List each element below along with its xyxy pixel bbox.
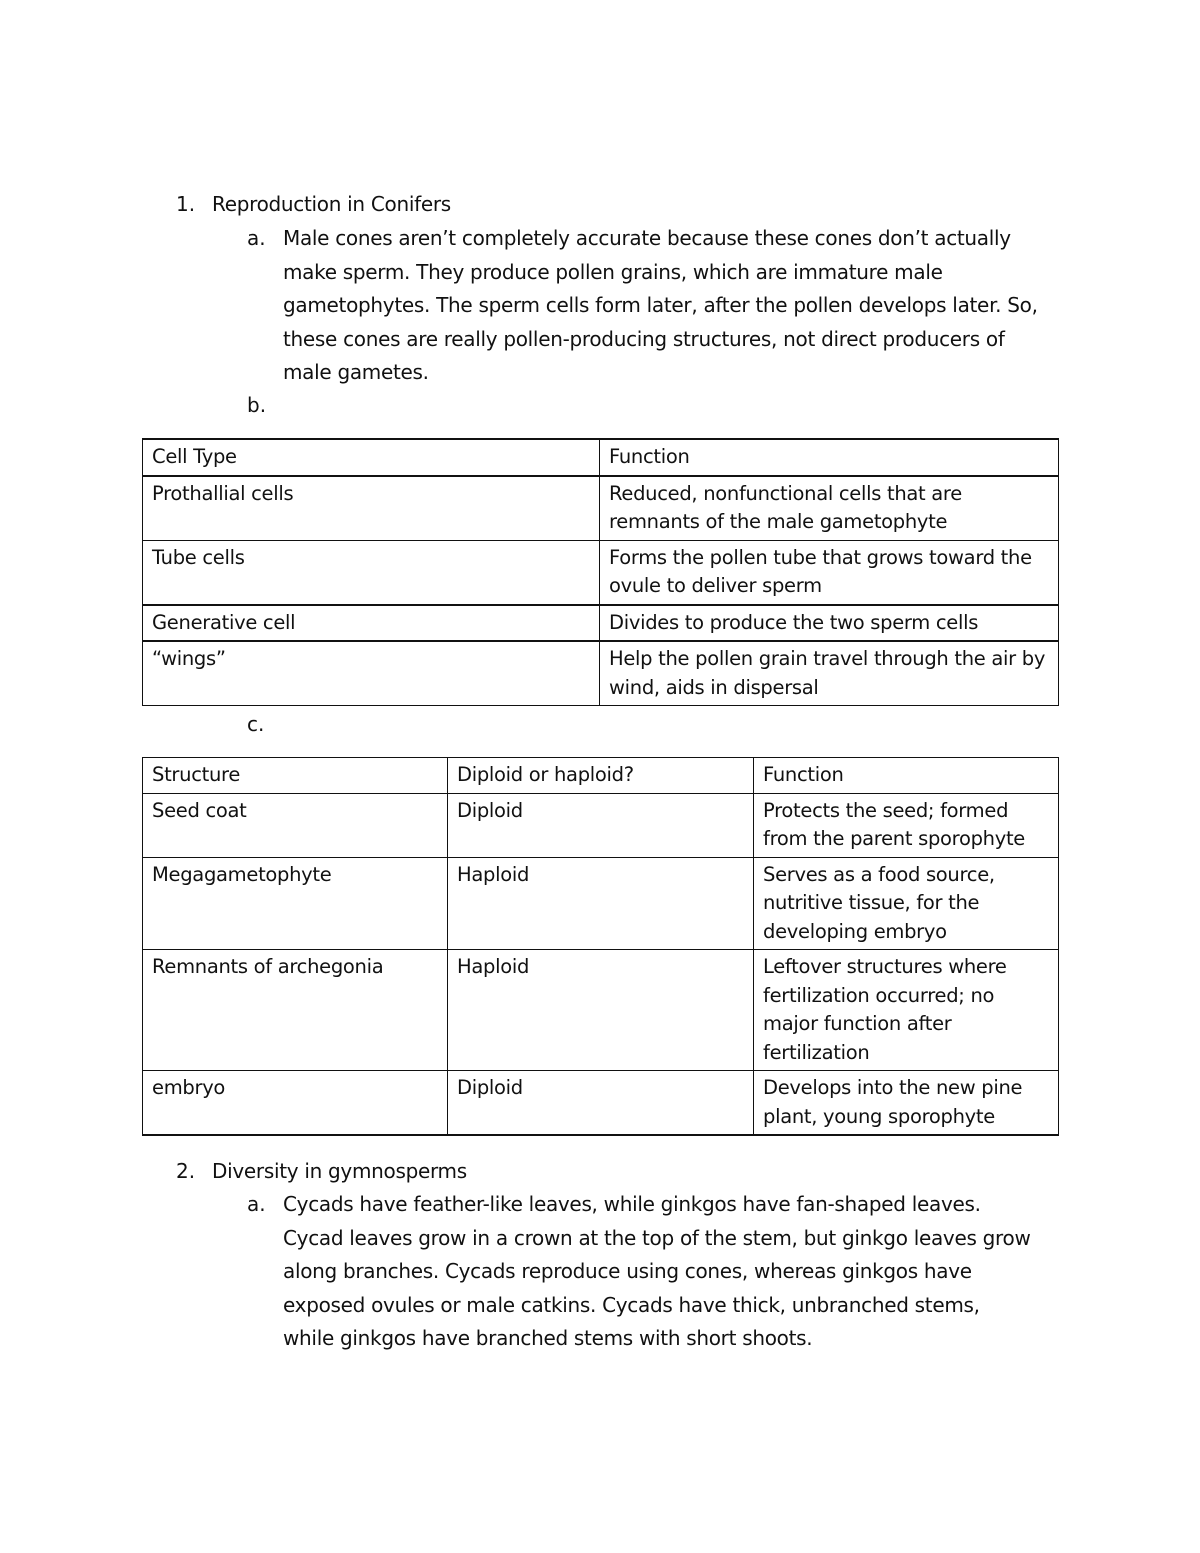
cell-type: “wings” [143, 641, 600, 706]
ploidy-cell: Haploid [448, 857, 754, 950]
item-1b-marker: b. [247, 393, 267, 417]
section-1-number: 1. [176, 192, 196, 216]
cell-function: Divides to produce the two sperm cells [600, 605, 1059, 642]
header-function: Function [754, 758, 1059, 794]
item-1a-line: Male cones aren’t completely accurate because these cones don’t actually [283, 226, 1011, 250]
section-2-number: 2. [176, 1159, 196, 1183]
item-1a-line: these cones are really pollen-producing structures, not direct producers of [283, 326, 1005, 351]
cell-function: Forms the pollen tube that grows toward the ovule to deliver sperm [600, 540, 1059, 605]
cell-type: Prothallial cells [143, 476, 600, 541]
item-2a-text [283, 1188, 1031, 1356]
table-row [143, 605, 1059, 642]
structure-cell: Seed coat [143, 793, 448, 857]
header-ploidy: Diploid or haploid? [448, 758, 754, 794]
item-2a-marker: a. [247, 1192, 266, 1216]
structure-cell: Remnants of archegonia [143, 950, 448, 1071]
item-1a-marker: a. [247, 226, 266, 250]
section-1-title: Reproduction in Conifers [212, 192, 451, 216]
item-1a-line: make sperm. They produce pollen grains, which are immature male [283, 259, 943, 284]
structure-table [142, 757, 1059, 1136]
structure-cell: embryo [143, 1071, 448, 1136]
cell-type-table [142, 438, 1059, 706]
item-2a-line: while ginkgos have branched stems with short shoots. [283, 1326, 813, 1350]
item-1a-line: male gametes. [283, 360, 429, 384]
table-header-row [143, 439, 1059, 476]
table-header-row [143, 758, 1059, 794]
table-row [143, 540, 1059, 605]
table-row [143, 793, 1059, 857]
function-cell: Serves as a food source, nutritive tissue, for the developing embryo [754, 857, 1059, 950]
cell-function: Help the pollen grain travel through the air by wind, aids in dispersal [600, 641, 1059, 706]
header-cell-type: Cell Type [143, 439, 600, 476]
table-row [143, 1071, 1059, 1136]
table-row [143, 641, 1059, 706]
header-structure: Structure [143, 758, 448, 794]
ploidy-cell: Diploid [448, 793, 754, 857]
cell-type: Generative cell [143, 605, 600, 642]
function-cell: Protects the seed; formed from the parent sporophyte [754, 793, 1059, 857]
item-2a-line: along branches. Cycads reproduce using cones, whereas ginkgos have [283, 1259, 972, 1283]
header-function: Function [600, 439, 1059, 476]
table-row [143, 476, 1059, 541]
section-2-title: Diversity in gymnosperms [212, 1159, 467, 1183]
item-2a-line: Cycad leaves grow in a crown at the top of the stem, but ginkgo leaves grow [283, 1225, 1031, 1250]
item-2a-line: Cycads have feather-like leaves, while ginkgos have fan-shaped leaves. [283, 1192, 981, 1216]
item-1a-text [283, 222, 1038, 390]
ploidy-cell: Diploid [448, 1071, 754, 1136]
cell-type: Tube cells [143, 540, 600, 605]
table-row [143, 950, 1059, 1071]
item-2a-line: exposed ovules or male catkins. Cycads have thick, unbranched stems, [283, 1292, 980, 1317]
ploidy-cell: Haploid [448, 950, 754, 1071]
function-cell: Develops into the new pine plant, young sporophyte [754, 1071, 1059, 1136]
item-1a-line: gametophytes. The sperm cells form later, after the pollen develops later. So, [283, 293, 1038, 317]
function-cell: Leftover structures where fertilization occurred; no major function after fertilization [754, 950, 1059, 1071]
cell-function: Reduced, nonfunctional cells that are remnants of the male gametophyte [600, 476, 1059, 541]
table-row [143, 857, 1059, 950]
item-1c-marker: c. [247, 712, 265, 736]
structure-cell: Megagametophyte [143, 857, 448, 950]
